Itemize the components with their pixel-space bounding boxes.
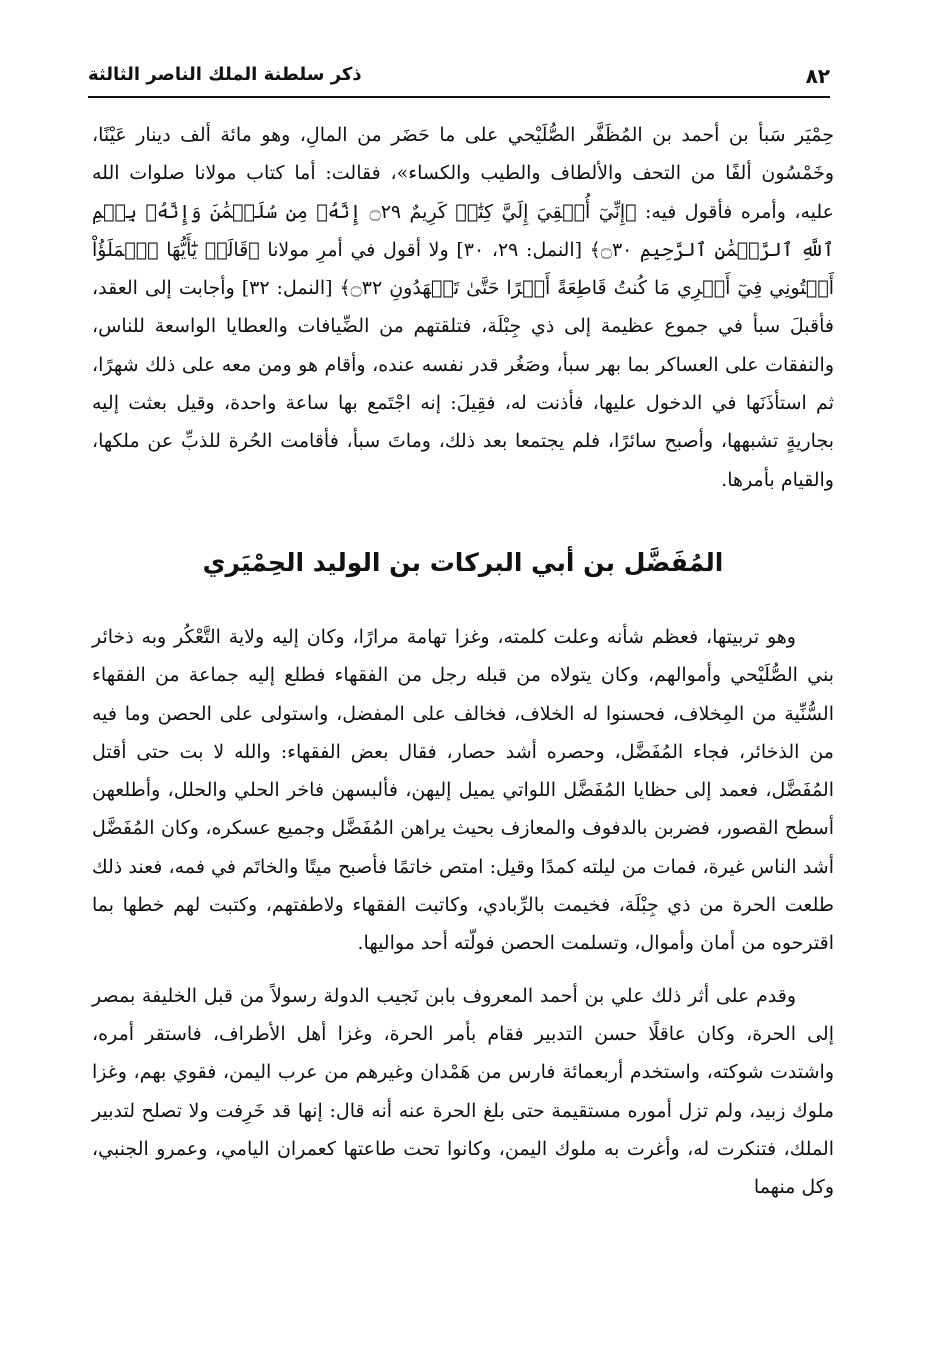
running-title: ذكر سلطنة الملك الناصر الثالثة (88, 64, 362, 85)
section-continuation (92, 116, 834, 499)
body-paragraph-continued: حِمْيَر سَبأ بن أحمد بن المُظَفَّر الصُّلَيْحي على ما حَضَر من المالِ، وهو مائة ألف دينار عَيْنًا، وخَمْسُون ألفًا من التحف والألطاف والطيب والكساء»، فقالت: أما كتاب مولانا صلوات الله عليه، وأمره فأقول فيه: ﴿إِنِّيٓ أُلۡقِيَ إِلَيَّ كِتَٰبٞ كَرِيمٌ ۝٢٩ إِنَّهُۥ مِن سُلَيۡمَٰنَ وَإِنَّهُۥ بِسۡمِ ٱللَّهِ ٱلرَّحۡمَٰنِ ٱلرَّحِيمِ ۝٣٠﴾ [النمل: ٢٩، ٣٠] ولا أقول في أمرِ مولانا ﴿قَالَتۡ يَٰٓأَيُّهَا ٱلۡمَلَؤُاْ أَفۡتُونِي فِيٓ أَمۡرِي مَا كُنتُ قَاطِعَةً أَمۡرًا حَتَّىٰ تَشۡهَدُونِ ۝٣٢﴾ [النمل: ٣٢] وأجابت إلى العقد، فأقبلَ سبأ في جموع عظيمة إلى ذي جِبْلَة، فتلقتهم من الضِّيافات والعطايا الواسعة للناس، والنفقات على العساكر بما بهر سبأ، وصَغُر قدر نفسه عنده، وأقام هو ومن معه على ذلك شهرًا، ثم استأذَنَها في الدخول عليها، فأذنت له، فقِيلَ: إنه اجْتَمع بها ساعة واحدة، وقيل بعثت إليه بجاريةٍ تشبهها، وأصبح سائرًا، فلم يجتمعا بعد ذلك، وماتَ سبأ، فأقامت الحُرة للذبِّ عن ملكها، والقيام بأمرها. (92, 124, 835, 491)
body-paragraph-1: وهو تربيتها، فعظم شأنه وعلت كلمته، وغزا تهامة مرارًا، وكان إليه ولاية التَّعْكُر وبه ذخائر بني الصُّلَيْحي وأموالهم، وكان يتولاه من قبله رجل من الفقهاء فطلع إليه جماعة من الفقهاء السُّنِّية من المِخلاف، فحسنوا له الخلاف، فخالف على المفضل، واستولى على الحصن وما فيه من الذخائر، فجاء المُفَضَّل، وحصره أشد حصار، فقال بعض الفقهاء: والله لا بت حتى أقتل المُفَضَّل، فعمد إلى حظايا المُفَضَّل اللواتي يميل إليهن، فألبسهن فاخر الحلي والحلل، وأطلعهن أسطح القصور، فضربن بالدفوف والمعازف بحيث يراهن المُفَضَّل وجميع عسكره، وكان المُفَضَّل أشد الناس غيرة، فمات من ليلته كمدًا وقيل: امتص خاتمًا فأصبح ميتًا والخاتَم في فمه، فعند ذلك طلعت الحرة من ذي جِبْلَة، فخيمت بالرِّبادي، وكاتبت الفقهاء ولاطفتهم، وكتبت لهم خطها بما اقترحوه من أمان وأموال، وتسلمت الحصن فولّته أحد مواليها. (92, 626, 834, 955)
section-body (92, 618, 834, 1206)
page-number: ٨٢ (805, 64, 830, 88)
body-paragraph-2: وقدم على أثر ذلك علي بن أحمد المعروف بابن نَجيب الدولة رسولاً من قبل الخليفة بمصر إلى الحرة، وكان عاقلًا حسن التدبير فقام بأمر الحرة، وغزا أهل الأطراف، فاستقر أمره، واشتدت شوكته، واستخدم أربعمائة فارس من هَمْدان وغيرهم من عرب اليمن، فقوي بهم، وغزا ملوك زبيد، ولم تزل أموره مستقيمة حتى بلغ الحرة عنه أنه قال: إنها قد خَرِفت ولا تصلح لتدبير الملك، فتنكرت له، وأغرت به ملوك اليمن، وكانوا تحت طاعتها كعمران اليامي، وعمرو الجنبي، وكل منهما (92, 984, 834, 1199)
section-heading: المُفَضَّل بن أبي البركات بن الوليد الحِمْيَري (202, 548, 724, 577)
running-header (88, 62, 830, 98)
